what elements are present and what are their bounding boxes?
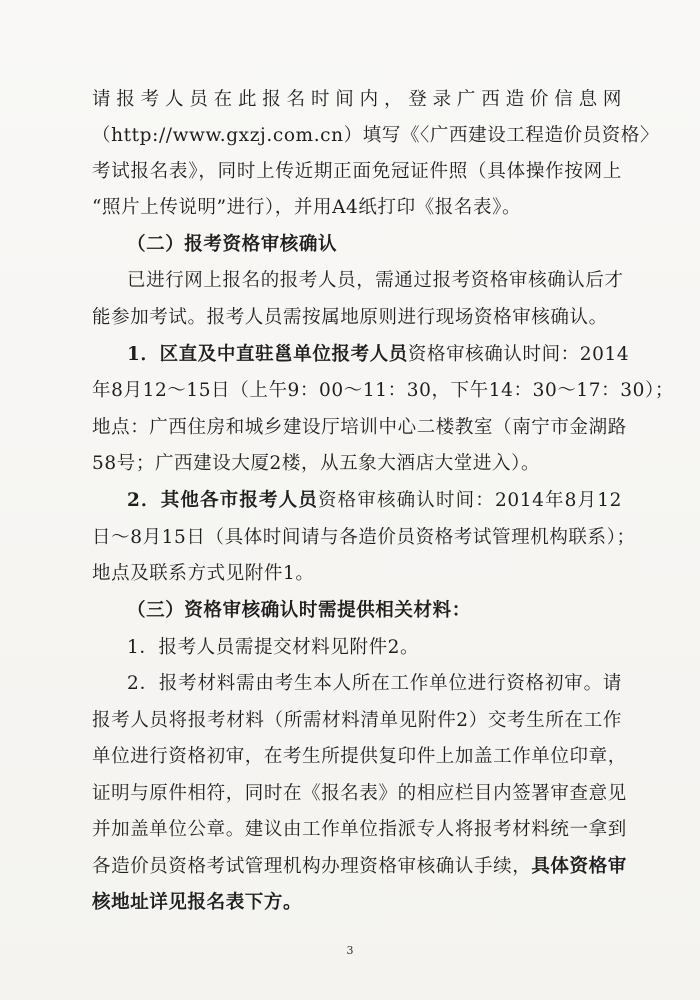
paragraph-line-bold: 核地址详见报名表下方。 xyxy=(92,892,303,913)
paragraph-line: 并加盖单位公章。建议由工作单位指派专人将报考材料统一拿到 xyxy=(92,819,627,840)
paragraph-line: 能参加考试。报考人员需按属地原则进行现场资格审核确认。 xyxy=(92,307,608,328)
paragraph-line: 日～8月15日（具体时间请与各造价员资格考试管理机构联系）； xyxy=(92,527,636,548)
paragraph-line: 请报考人员在此报名时间内，登录广西造价信息网 xyxy=(92,89,622,110)
list-item: 1．报考人员需提交材料见附件2。 xyxy=(127,637,420,658)
paragraph-line: 地点：广西住房和城乡建设厅培训中心二楼教室（南宁市金湖路 xyxy=(92,417,627,438)
list-item-lead xyxy=(127,489,622,513)
list-item-lead: 2．报考材料需由考生本人所在工作单位进行资格初审。请 xyxy=(127,673,622,694)
section-heading: （三）资格审核确认时需提供相关材料： xyxy=(127,600,471,621)
section-heading: （二）报考资格审核确认 xyxy=(127,234,338,255)
list-item-lead xyxy=(127,343,630,367)
paragraph-line: 年8月12～15日（上午9：00～11：30，下午14：30～17：30）； xyxy=(92,380,674,401)
list-item-lead-rest: 资格审核确认时间：2014年8月12 xyxy=(318,490,622,511)
paragraph-line: 证明与原件相符，同时在《报名表》的相应栏目内签署审查意见 xyxy=(92,783,627,804)
list-item-lead-bold: 2．其他各市报考人员 xyxy=(127,490,318,511)
paragraph-line: 58号；广西建设大厦2楼，从五象大酒店大堂进入）。 xyxy=(92,453,541,474)
paragraph-line: “照片上传说明”进行），并用A4纸打印《报名表》。 xyxy=(92,197,522,218)
paragraph-line: 已进行网上报名的报考人员，需通过报考资格审核确认后才 xyxy=(127,270,624,291)
paragraph-line: 单位进行资格初审，在考生所提供复印件上加盖工作单位印章， xyxy=(92,746,627,767)
paragraph-text-bold: 具体资格审 xyxy=(531,856,627,877)
paragraph-line xyxy=(92,855,627,879)
paragraph-line: 报考人员将报考材料（所需材料清单见附件2）交考生所在工作 xyxy=(92,710,622,731)
paragraph-line: 地点及联系方式见附件1。 xyxy=(92,563,315,584)
paragraph-text: 各造价员资格考试管理机构办理资格审核确认手续， xyxy=(92,856,532,877)
page-number: 3 xyxy=(346,944,354,957)
paragraph-line: 考试报名表》，同时上传近期正面免冠证件照（具体操作按网上 xyxy=(92,161,622,182)
list-item-lead-rest: 资格审核确认时间：2014 xyxy=(407,344,630,365)
list-item-lead-bold: 1．区直及中直驻邕单位报考人员 xyxy=(127,344,408,365)
paragraph-line: （http://www.gxzj.com.cn）填写《〈广西建设工程造价员资格〉 xyxy=(92,125,660,146)
